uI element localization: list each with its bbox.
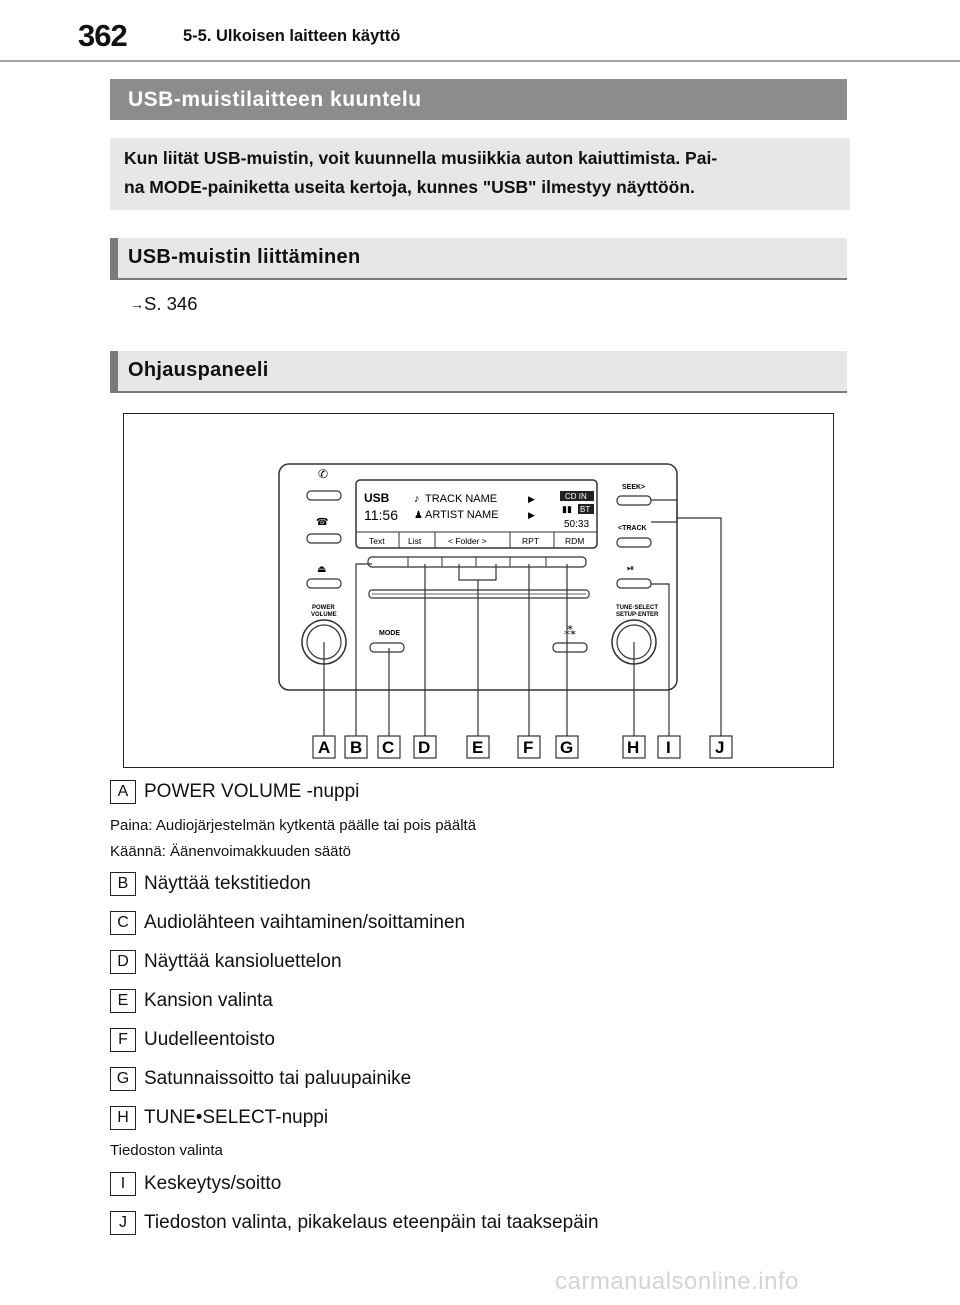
item-letter: B bbox=[110, 872, 136, 896]
watermark: carmanualsonline.info bbox=[555, 1268, 799, 1295]
play-arrow-icon-2: ▶ bbox=[528, 510, 535, 520]
item-letter: D bbox=[110, 950, 136, 974]
list-item-f bbox=[110, 1028, 275, 1052]
subheading-connect: USB-muistin liittäminen bbox=[110, 238, 847, 280]
page-number: 362 bbox=[78, 18, 127, 53]
chapter-title: 5-5. Ulkoisen laitteen käyttö bbox=[183, 27, 401, 45]
callout-c: C bbox=[382, 738, 395, 757]
power-volume-label-2: VOLUME bbox=[311, 612, 337, 618]
item-text: Uudelleentoisto bbox=[144, 1029, 275, 1050]
item-letter: G bbox=[110, 1067, 136, 1091]
callout-a: A bbox=[318, 738, 331, 757]
list-item-c bbox=[110, 911, 465, 935]
list-item-j bbox=[110, 1211, 599, 1235]
play-arrow-icon: ▶ bbox=[528, 494, 535, 504]
arrow-right-icon: → bbox=[130, 296, 144, 312]
intro-box bbox=[110, 138, 850, 210]
eject-button bbox=[307, 579, 341, 588]
header-rule bbox=[0, 60, 960, 62]
callout-e: E bbox=[472, 738, 484, 757]
tune-select-label: TUNE·SELECT bbox=[616, 605, 658, 611]
item-letter: F bbox=[110, 1028, 136, 1052]
play-pause-button bbox=[617, 579, 651, 588]
item-letter: A bbox=[110, 780, 136, 804]
display-cd-badge: CD IN bbox=[565, 492, 587, 501]
list-item-b bbox=[110, 872, 311, 896]
display-time: 11:56 bbox=[364, 507, 398, 523]
setup-icon: ⁂ bbox=[564, 624, 576, 638]
softkey-button-row bbox=[368, 557, 586, 567]
setup-enter-label: SETUP·ENTER bbox=[616, 612, 659, 618]
display-source: USB bbox=[364, 491, 390, 505]
control-panel-illustration bbox=[124, 414, 832, 766]
hangup-icon: ☎ bbox=[316, 517, 329, 528]
item-letter: J bbox=[110, 1211, 136, 1235]
note-turn: Käännä: Äänenvoimakkuuden säätö bbox=[110, 843, 352, 860]
person-icon: ♟ bbox=[414, 510, 423, 521]
power-volume-label: POWER bbox=[312, 605, 335, 611]
phone-icon: ✆ bbox=[318, 467, 329, 481]
callout-g: G bbox=[560, 738, 574, 757]
track-button bbox=[617, 538, 651, 547]
page-reference-text: S. 346 bbox=[144, 293, 198, 314]
item-text: Näyttää kansioluettelon bbox=[144, 951, 342, 972]
list-item-a bbox=[110, 780, 359, 804]
music-note-icon: ♪ bbox=[414, 493, 420, 505]
item-letter: H bbox=[110, 1106, 136, 1130]
callout-badges bbox=[313, 736, 732, 758]
track-label: <TRACK bbox=[618, 525, 647, 532]
display-track: TRACK NAME bbox=[425, 493, 498, 505]
item-letter: I bbox=[110, 1172, 136, 1196]
phone-button bbox=[307, 491, 341, 500]
display-artist: ARTIST NAME bbox=[425, 509, 499, 521]
callout-f: F bbox=[523, 738, 534, 757]
softkey-list: List bbox=[408, 536, 422, 546]
item-text: Näyttää tekstitiedon bbox=[144, 873, 311, 894]
play-pause-icon: ⏯ bbox=[627, 563, 635, 573]
callout-b: B bbox=[350, 738, 363, 757]
list-item-e bbox=[110, 989, 273, 1013]
setup-button bbox=[553, 643, 587, 652]
seek-label: SEEK> bbox=[622, 484, 646, 491]
seek-button bbox=[617, 496, 651, 505]
item-text: Keskeytys/soitto bbox=[144, 1173, 282, 1194]
item-text: TUNE•SELECT-nuppi bbox=[144, 1107, 329, 1128]
intro-line-1: Kun liität USB-muistin, voit kuunnella musiikkia auton kaiuttimista. Pai- bbox=[124, 148, 718, 168]
softkey-folder: < Folder > bbox=[448, 536, 487, 546]
signal-icon: ▮▮ bbox=[562, 504, 572, 514]
subheading-panel: Ohjauspaneeli bbox=[110, 351, 847, 393]
item-text: Kansion valinta bbox=[144, 990, 273, 1011]
callout-j: J bbox=[715, 738, 725, 757]
list-item-g bbox=[110, 1067, 411, 1091]
item-text: Satunnaissoitto tai paluupainike bbox=[144, 1068, 412, 1089]
mode-label: MODE bbox=[379, 630, 400, 637]
item-letter: C bbox=[110, 911, 136, 935]
list-item-i bbox=[110, 1172, 281, 1196]
callout-h: H bbox=[627, 738, 640, 757]
display-bt-badge: BT bbox=[580, 505, 591, 514]
item-text: Tiedoston valinta, pikakelaus eteenpäin tai taaksepäin bbox=[144, 1212, 599, 1233]
hangup-button bbox=[307, 534, 341, 543]
list-item-d bbox=[110, 950, 342, 974]
softkey-text: Text bbox=[369, 536, 385, 546]
item-text: POWER VOLUME -nuppi bbox=[144, 781, 360, 802]
control-panel-figure bbox=[123, 413, 834, 768]
item-text: Audiolähteen vaihtaminen/soittaminen bbox=[144, 912, 466, 933]
display-elapsed: 50:33 bbox=[564, 519, 590, 530]
mode-button bbox=[370, 643, 404, 652]
note-press: Paina: Audiojärjestelmän kytkentä päälle tai pois päältä bbox=[110, 817, 477, 834]
page-reference[interactable] bbox=[130, 293, 198, 315]
eject-icon: ⏏ bbox=[317, 564, 327, 575]
softkey-rdm: RDM bbox=[565, 536, 585, 546]
softkey-rpt: RPT bbox=[522, 536, 539, 546]
callout-i: I bbox=[666, 738, 671, 757]
intro-line-2: na MODE-painiketta useita kertoja, kunnes "USB" ilmestyy näyttöön. bbox=[124, 177, 695, 197]
section-title: USB-muistilaitteen kuuntelu bbox=[110, 79, 847, 120]
item-letter: E bbox=[110, 989, 136, 1013]
callout-d: D bbox=[418, 738, 431, 757]
note-tiedoston: Tiedoston valinta bbox=[110, 1142, 223, 1159]
list-item-h bbox=[110, 1106, 328, 1130]
